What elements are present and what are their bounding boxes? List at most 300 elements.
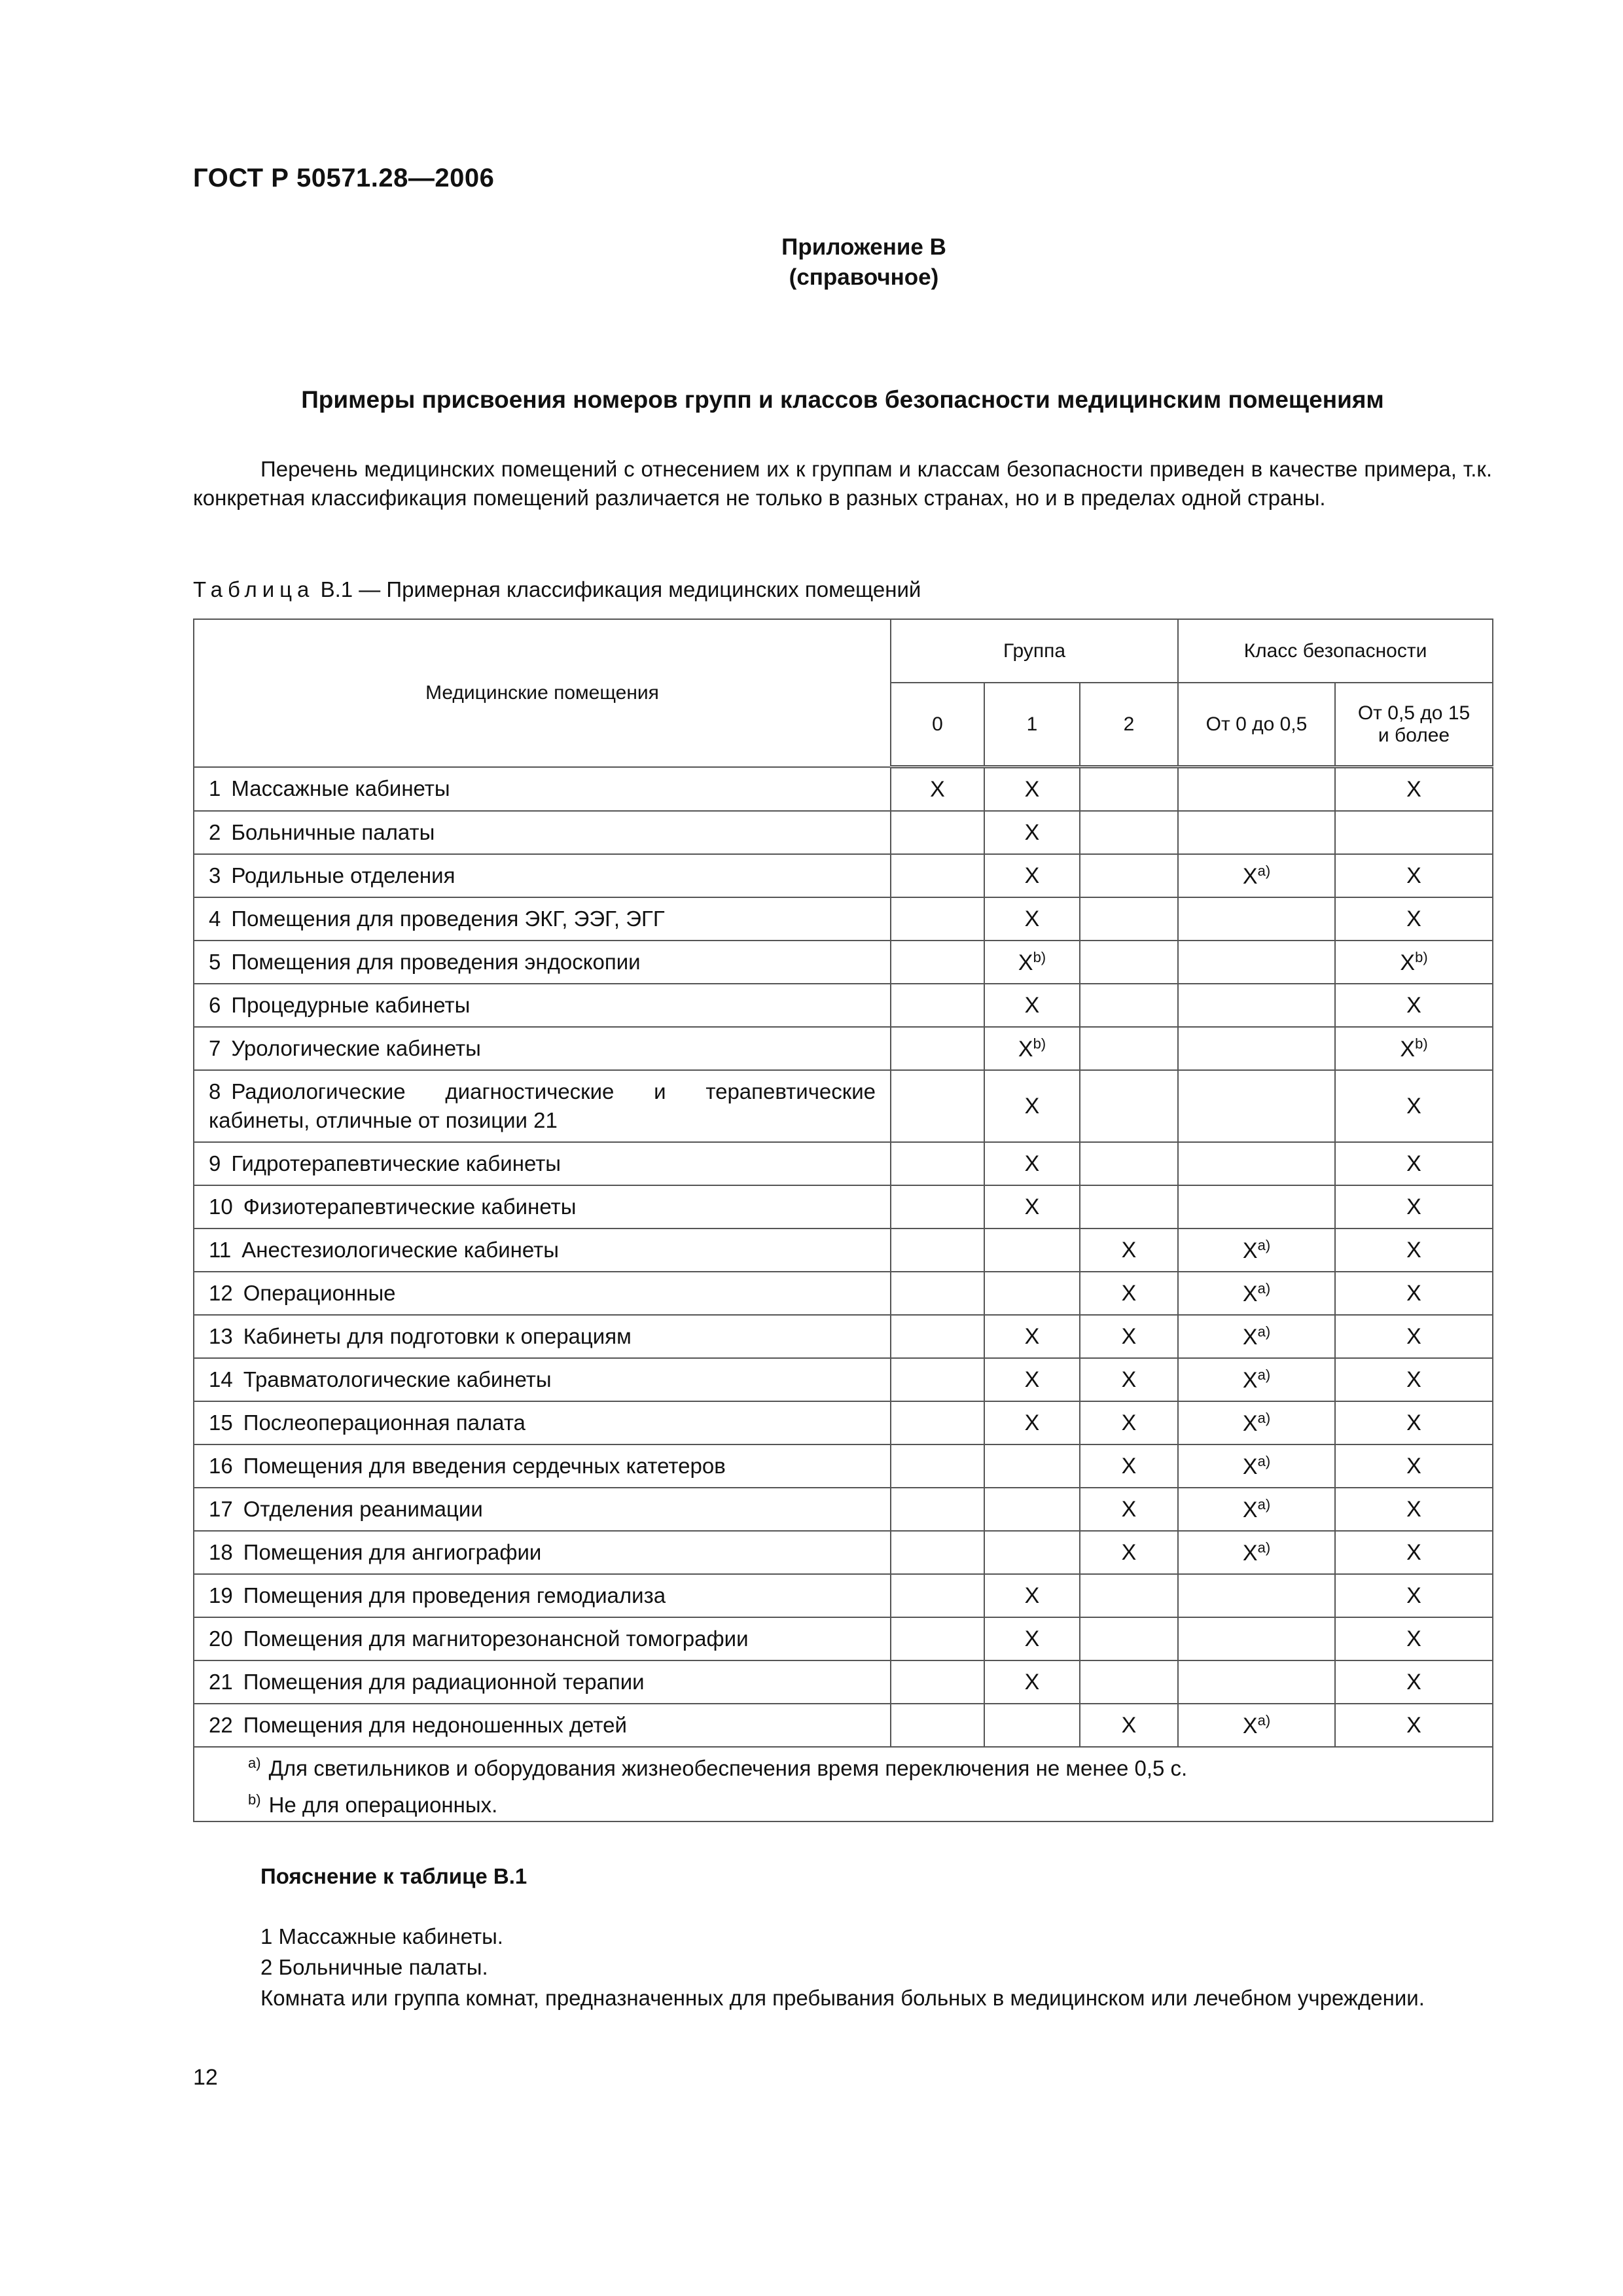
group-0-cell <box>891 1272 984 1315</box>
class-05-15-cell <box>1335 1617 1493 1660</box>
class-0-05-cell <box>1178 1070 1335 1142</box>
room-name: Травматологические кабинеты <box>243 1367 552 1391</box>
footnote-ref: a) <box>1257 1280 1271 1297</box>
mark: X <box>1406 1669 1421 1695</box>
header-class-0-05: От 0 до 0,5 <box>1178 683 1335 767</box>
room-name-cell <box>194 1660 891 1704</box>
group-1-cell <box>984 1531 1080 1574</box>
group-2-cell <box>1080 1315 1178 1358</box>
room-name-cell <box>194 897 891 941</box>
room-name-cell <box>194 1531 891 1574</box>
table-row <box>194 1704 1493 1747</box>
room-name: Анестезиологические кабинеты <box>241 1238 559 1262</box>
group-1-cell <box>984 1027 1080 1070</box>
group-1-cell <box>984 767 1080 812</box>
group-0-cell <box>891 1315 984 1358</box>
class-0-05-cell <box>1178 1444 1335 1488</box>
row-number: 18 <box>209 1540 233 1564</box>
room-name: Помещения для проведения эндоскопии <box>231 950 641 974</box>
footnote-ref: b) <box>1033 1035 1046 1052</box>
group-0-cell <box>891 1358 984 1401</box>
room-name: Радиологические диагностические и терапевтические кабинеты, отличные от позиции 21 <box>209 1079 876 1132</box>
group-1-cell <box>984 1229 1080 1272</box>
mark: X <box>1406 776 1421 802</box>
row-number: 3 <box>209 863 221 888</box>
note-mark: a) <box>248 1755 261 1771</box>
mark: X <box>1400 950 1416 975</box>
mark: X <box>1242 1713 1258 1738</box>
class-05-15-cell <box>1335 984 1493 1027</box>
mark: X <box>1406 1626 1421 1651</box>
class-0-05-cell <box>1178 1185 1335 1229</box>
header-group: Группа <box>891 619 1178 683</box>
footnote-ref: a) <box>1257 1366 1271 1383</box>
explanation-paragraph: Комната или группа комнат, предназначенных для пребывания больных в медицинском или лечебном учреждении. <box>260 1986 1425 2010</box>
mark: X <box>1242 1238 1258 1263</box>
mark: X <box>1406 1496 1421 1522</box>
mark: X <box>1024 1669 1040 1695</box>
group-1-cell <box>984 1444 1080 1488</box>
intro-paragraph: Перечень медицинских помещений с отнесением их к группам и классам безопасности приведен в качестве примера, т.к. конкретная классификация помещений различается не только в разных странах, но и в пределах одной страны. <box>193 457 1492 510</box>
mark: X <box>1024 1583 1040 1608</box>
group-1-cell <box>984 1142 1080 1185</box>
room-name-cell <box>194 984 891 1027</box>
group-2-cell <box>1080 1660 1178 1704</box>
table-row <box>194 1488 1493 1531</box>
mark: X <box>1018 1036 1033 1062</box>
group-0-cell <box>891 1574 984 1617</box>
footnote-ref: a) <box>1257 1452 1271 1469</box>
row-number: 8 <box>209 1079 221 1103</box>
group-2-cell <box>1080 1027 1178 1070</box>
group-1-cell <box>984 1315 1080 1358</box>
group-1-cell <box>984 897 1080 941</box>
class-0-05-cell <box>1178 1358 1335 1401</box>
room-name-cell <box>194 1704 891 1747</box>
class-0-05-cell <box>1178 1027 1335 1070</box>
room-name: Помещения для проведения гемодиализа <box>243 1583 666 1607</box>
group-2-cell <box>1080 767 1178 812</box>
room-name: Массажные кабинеты <box>231 776 450 801</box>
footnote-ref: a) <box>1257 862 1271 879</box>
room-name: Помещения для недоношенных детей <box>243 1713 627 1737</box>
room-name: Операционные <box>243 1281 396 1305</box>
table-row <box>194 1358 1493 1401</box>
table-notes <box>194 1747 1493 1821</box>
group-1-cell <box>984 1272 1080 1315</box>
mark: X <box>1024 1367 1040 1392</box>
mark: X <box>1024 1194 1040 1219</box>
group-1-cell <box>984 1401 1080 1444</box>
mark: X <box>1121 1410 1137 1435</box>
table-row <box>194 1401 1493 1444</box>
room-name-cell <box>194 1185 891 1229</box>
row-number: 11 <box>209 1238 232 1262</box>
table-row <box>194 854 1493 897</box>
table-note <box>248 1784 1492 1821</box>
row-number: 10 <box>209 1194 233 1219</box>
row-number: 21 <box>209 1670 233 1694</box>
mark: X <box>1242 1281 1258 1306</box>
mark: X <box>1121 1712 1137 1738</box>
group-0-cell <box>891 1401 984 1444</box>
class-05-15-cell <box>1335 1574 1493 1617</box>
class-05-15-cell <box>1335 1185 1493 1229</box>
class-05-15-cell <box>1335 1401 1493 1444</box>
footnote-ref: a) <box>1257 1539 1271 1556</box>
group-2-cell <box>1080 1704 1178 1747</box>
header-group-1: 1 <box>984 683 1080 767</box>
mark: X <box>1406 1712 1421 1738</box>
group-1-cell <box>984 1574 1080 1617</box>
room-name-cell <box>194 767 891 812</box>
mark: X <box>1121 1367 1137 1392</box>
room-name-cell <box>194 1272 891 1315</box>
class-0-05-cell <box>1178 1272 1335 1315</box>
group-1-cell <box>984 1488 1080 1531</box>
table-row <box>194 767 1493 812</box>
mark: X <box>930 776 945 802</box>
mark: X <box>1406 1280 1421 1306</box>
footnote-ref: b) <box>1415 1035 1428 1052</box>
table-row <box>194 1574 1493 1617</box>
class-0-05-cell <box>1178 854 1335 897</box>
note-mark: b) <box>248 1791 261 1808</box>
footnote-ref: b) <box>1415 948 1428 965</box>
note-text: Для светильников и оборудования жизнеобеспечения время переключения не менее 0,5 с. <box>268 1756 1188 1780</box>
footnote-ref: a) <box>1257 1496 1271 1513</box>
group-2-cell <box>1080 1531 1178 1574</box>
group-1-cell <box>984 941 1080 984</box>
class-05-15-cell <box>1335 1531 1493 1574</box>
mark: X <box>1406 863 1421 888</box>
room-name-cell <box>194 811 891 854</box>
group-1-cell <box>984 1704 1080 1747</box>
table-row <box>194 941 1493 984</box>
room-name: Помещения для магниторезонансной томографии <box>243 1626 749 1651</box>
mark: X <box>1024 1323 1040 1349</box>
mark: X <box>1242 1454 1258 1479</box>
header-class-05-15-line2: и более <box>1378 724 1450 746</box>
row-number: 12 <box>209 1281 233 1305</box>
footnote-ref: a) <box>1257 1323 1271 1340</box>
group-2-cell <box>1080 854 1178 897</box>
document-code: ГОСТ Р 50571.28—2006 <box>193 164 495 192</box>
room-name-cell <box>194 1617 891 1660</box>
group-2-cell <box>1080 1444 1178 1488</box>
mark: X <box>1242 1324 1258 1350</box>
room-name-cell <box>194 1574 891 1617</box>
class-05-15-cell <box>1335 1070 1493 1142</box>
mark: X <box>1406 992 1421 1018</box>
group-2-cell <box>1080 1617 1178 1660</box>
room-name: Помещения для радиационной терапии <box>243 1670 645 1694</box>
mark: X <box>1121 1496 1137 1522</box>
note-text: Не для операционных. <box>268 1793 498 1817</box>
header-group-0: 0 <box>891 683 984 767</box>
group-0-cell <box>891 811 984 854</box>
table-row <box>194 897 1493 941</box>
class-05-15-cell <box>1335 1315 1493 1358</box>
mark: X <box>1024 819 1040 845</box>
table-note <box>248 1748 1492 1784</box>
room-name: Отделения реанимации <box>243 1497 483 1521</box>
row-number: 14 <box>209 1367 233 1391</box>
mark: X <box>1406 1453 1421 1479</box>
group-2-cell <box>1080 1229 1178 1272</box>
group-1-cell <box>984 1185 1080 1229</box>
group-0-cell <box>891 767 984 812</box>
footnote-ref: b) <box>1033 948 1046 965</box>
group-1-cell <box>984 1617 1080 1660</box>
mark: X <box>1242 863 1258 889</box>
group-1-cell <box>984 984 1080 1027</box>
room-name-cell <box>194 941 891 984</box>
group-0-cell <box>891 897 984 941</box>
group-2-cell <box>1080 1185 1178 1229</box>
mark: X <box>1406 906 1421 931</box>
room-name-cell <box>194 1444 891 1488</box>
room-name: Родильные отделения <box>231 863 455 888</box>
classification-table <box>193 619 1493 1822</box>
group-0-cell <box>891 1704 984 1747</box>
mark: X <box>1242 1540 1258 1566</box>
mark: X <box>1400 1036 1416 1062</box>
mark: X <box>1018 950 1033 975</box>
class-05-15-cell <box>1335 941 1493 984</box>
row-number: 15 <box>209 1410 233 1435</box>
mark: X <box>1024 906 1040 931</box>
row-number: 1 <box>209 776 221 801</box>
mark: X <box>1121 1539 1137 1565</box>
mark: X <box>1121 1280 1137 1306</box>
group-0-cell <box>891 1444 984 1488</box>
group-0-cell <box>891 854 984 897</box>
mark: X <box>1024 776 1040 802</box>
group-0-cell <box>891 1617 984 1660</box>
mark: X <box>1406 1237 1421 1263</box>
mark: X <box>1024 1093 1040 1119</box>
row-number: 6 <box>209 993 221 1017</box>
table-row <box>194 1531 1493 1574</box>
mark: X <box>1024 1410 1040 1435</box>
footnote-ref: a) <box>1257 1236 1271 1253</box>
table-caption <box>193 577 921 602</box>
group-0-cell <box>891 1660 984 1704</box>
table-row <box>194 1142 1493 1185</box>
group-2-cell <box>1080 1401 1178 1444</box>
class-0-05-cell <box>1178 1704 1335 1747</box>
class-0-05-cell <box>1178 1531 1335 1574</box>
mark: X <box>1121 1323 1137 1349</box>
class-0-05-cell <box>1178 1488 1335 1531</box>
mark: X <box>1024 1151 1040 1176</box>
class-05-15-cell <box>1335 1660 1493 1704</box>
group-0-cell <box>891 1488 984 1531</box>
room-name: Послеоперационная палата <box>243 1410 526 1435</box>
group-0-cell <box>891 1070 984 1142</box>
room-name: Кабинеты для подготовки к операциям <box>243 1324 632 1348</box>
class-0-05-cell <box>1178 1315 1335 1358</box>
mark: X <box>1406 1410 1421 1435</box>
class-05-15-cell <box>1335 1142 1493 1185</box>
explanation-title: Пояснение к таблице В.1 <box>260 1864 527 1888</box>
table-row <box>194 811 1493 854</box>
class-0-05-cell <box>1178 1660 1335 1704</box>
group-2-cell <box>1080 811 1178 854</box>
room-name: Больничные палаты <box>231 820 435 844</box>
appendix-heading <box>0 232 1623 293</box>
group-2-cell <box>1080 897 1178 941</box>
table-row <box>194 1070 1493 1142</box>
group-0-cell <box>891 1027 984 1070</box>
group-1-cell <box>984 1358 1080 1401</box>
room-name-cell <box>194 1401 891 1444</box>
row-number: 20 <box>209 1626 233 1651</box>
class-0-05-cell <box>1178 1617 1335 1660</box>
page-number: 12 <box>193 2065 218 2090</box>
header-safety-class: Класс безопасности <box>1178 619 1493 683</box>
room-name-cell <box>194 1358 891 1401</box>
class-05-15-cell <box>1335 1027 1493 1070</box>
row-number: 19 <box>209 1583 233 1607</box>
class-0-05-cell <box>1178 897 1335 941</box>
class-0-05-cell <box>1178 1142 1335 1185</box>
group-0-cell <box>891 1142 984 1185</box>
group-0-cell <box>891 941 984 984</box>
room-name: Помещения для ангиографии <box>243 1540 542 1564</box>
row-number: 17 <box>209 1497 233 1521</box>
class-05-15-cell <box>1335 1704 1493 1747</box>
room-name: Процедурные кабинеты <box>231 993 471 1017</box>
explanation-body <box>193 1921 1492 2013</box>
footnote-ref: a) <box>1257 1712 1271 1729</box>
mark: X <box>1024 863 1040 888</box>
group-2-cell <box>1080 1070 1178 1142</box>
table-row <box>194 1660 1493 1704</box>
appendix-subtitle: (справочное) <box>789 264 939 290</box>
mark: X <box>1121 1237 1137 1263</box>
mark: X <box>1406 1323 1421 1349</box>
group-0-cell <box>891 1185 984 1229</box>
group-1-cell <box>984 854 1080 897</box>
table-row <box>194 1272 1493 1315</box>
mark: X <box>1406 1583 1421 1608</box>
appendix-title: Приложение В <box>781 234 946 260</box>
room-name-cell <box>194 1488 891 1531</box>
mark: X <box>1406 1539 1421 1565</box>
explanation-item: 2 Больничные палаты. <box>260 1955 488 1979</box>
class-05-15-cell <box>1335 1444 1493 1488</box>
row-number: 13 <box>209 1324 233 1348</box>
header-group-2: 2 <box>1080 683 1178 767</box>
row-number: 5 <box>209 950 221 974</box>
explanation-item: 1 Массажные кабинеты. <box>260 1924 503 1948</box>
class-0-05-cell <box>1178 1401 1335 1444</box>
room-name: Физиотерапевтические кабинеты <box>243 1194 577 1219</box>
group-2-cell <box>1080 1142 1178 1185</box>
mark: X <box>1024 992 1040 1018</box>
group-2-cell <box>1080 941 1178 984</box>
group-2-cell <box>1080 1272 1178 1315</box>
class-0-05-cell <box>1178 811 1335 854</box>
group-1-cell <box>984 1660 1080 1704</box>
table-row <box>194 1315 1493 1358</box>
class-05-15-cell <box>1335 811 1493 854</box>
room-name: Гидротерапевтические кабинеты <box>231 1151 562 1175</box>
mark: X <box>1242 1367 1258 1393</box>
row-number: 9 <box>209 1151 221 1175</box>
class-0-05-cell <box>1178 984 1335 1027</box>
class-0-05-cell <box>1178 1229 1335 1272</box>
mark: X <box>1406 1093 1421 1119</box>
mark: X <box>1406 1194 1421 1219</box>
group-1-cell <box>984 1070 1080 1142</box>
group-2-cell <box>1080 1574 1178 1617</box>
row-number: 7 <box>209 1036 221 1060</box>
mark: X <box>1121 1453 1137 1479</box>
room-name-cell <box>194 1027 891 1070</box>
class-05-15-cell <box>1335 1272 1493 1315</box>
class-0-05-cell <box>1178 1574 1335 1617</box>
header-rooms: Медицинские помещения <box>194 619 891 767</box>
group-2-cell <box>1080 1358 1178 1401</box>
section-title: Примеры присвоения номеров групп и классов безопасности медицинским помещениям <box>301 386 1384 413</box>
class-05-15-cell <box>1335 854 1493 897</box>
mark: X <box>1406 1367 1421 1392</box>
class-05-15-cell <box>1335 1229 1493 1272</box>
mark: X <box>1406 1151 1421 1176</box>
class-05-15-cell <box>1335 1488 1493 1531</box>
table-row <box>194 1027 1493 1070</box>
table-row <box>194 1617 1493 1660</box>
mark: X <box>1242 1497 1258 1522</box>
class-05-15-cell <box>1335 767 1493 812</box>
row-number: 22 <box>209 1713 233 1737</box>
table-body <box>194 767 1493 1748</box>
room-name-cell <box>194 1315 891 1358</box>
mark: X <box>1024 1626 1040 1651</box>
group-0-cell <box>891 984 984 1027</box>
table-caption-text: В.1 — Примерная классификация медицинских помещений <box>320 577 921 601</box>
group-1-cell <box>984 811 1080 854</box>
room-name: Урологические кабинеты <box>231 1036 481 1060</box>
mark: X <box>1242 1410 1258 1436</box>
table-row <box>194 1185 1493 1229</box>
room-name-cell <box>194 1142 891 1185</box>
row-number: 4 <box>209 906 221 931</box>
class-0-05-cell <box>1178 941 1335 984</box>
room-name-cell <box>194 1229 891 1272</box>
table-row <box>194 1229 1493 1272</box>
room-name-cell <box>194 1070 891 1142</box>
table-caption-word: Таблица <box>193 577 315 601</box>
room-name: Помещения для проведения ЭКГ, ЭЭГ, ЭГГ <box>231 906 665 931</box>
class-05-15-cell <box>1335 897 1493 941</box>
group-2-cell <box>1080 984 1178 1027</box>
header-class-05-15-line1: От 0,5 до 15 <box>1357 702 1471 724</box>
class-05-15-cell <box>1335 1358 1493 1401</box>
room-name: Помещения для введения сердечных катетеров <box>243 1454 726 1478</box>
group-0-cell <box>891 1229 984 1272</box>
row-number: 2 <box>209 820 221 844</box>
table-row <box>194 984 1493 1027</box>
group-2-cell <box>1080 1488 1178 1531</box>
class-0-05-cell <box>1178 767 1335 812</box>
header-class-05-15 <box>1335 683 1493 767</box>
row-number: 16 <box>209 1454 233 1478</box>
room-name-cell <box>194 854 891 897</box>
